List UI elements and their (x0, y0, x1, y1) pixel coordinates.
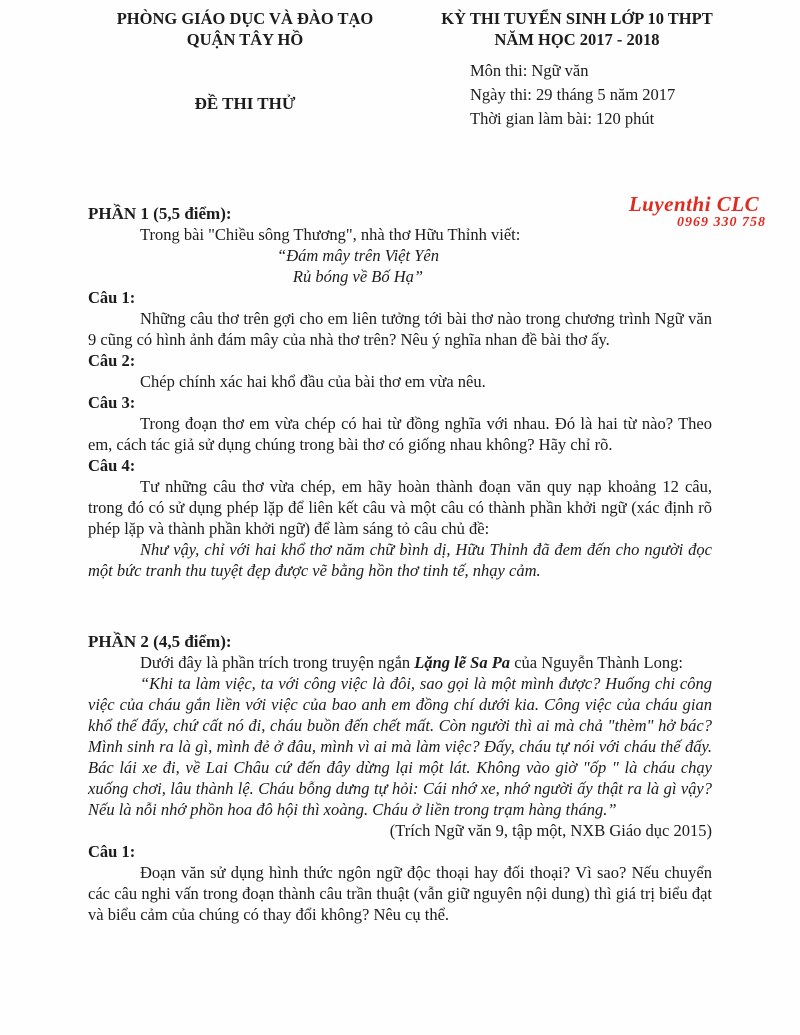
exam-subject: Môn thi: Ngữ văn (470, 61, 589, 80)
part2-intro-prefix: Dưới đây là phần trích trong truyện ngắn (140, 653, 415, 672)
part1-intro: Trong bài "Chiều sông Thương", nhà thơ Hữu Thỉnh viết: (140, 225, 521, 244)
verse-line2: Rủ bóng về Bố Hạ” (292, 267, 424, 286)
verse-line1: “Đám mây trên Việt Yên (277, 246, 439, 265)
part2-intro-suffix: của Nguyễn Thành Long: (510, 653, 683, 672)
part2-question1-label: Câu 1: (88, 842, 136, 861)
issuing-org (95, 8, 395, 50)
part1-question1-text: Những câu thơ trên gợi cho em liên tưởng tới bài thơ nào trong chương trình Ngữ văn 9 cũng có hình ảnh đám mây của nhà thơ trên? Nêu ý nghĩa nhan đề bài thơ ấy. (88, 309, 712, 349)
brand-phone-number: 0969 330 758 (677, 215, 766, 230)
exam-title-line2: NĂM HỌC 2017 - 2018 (494, 30, 660, 49)
exam-title-line1: KỲ THI TUYỂN SINH LỚP 10 THPT (441, 9, 713, 28)
brand-name: Luyenthi CLC (628, 192, 760, 216)
part1-topic-sentence: Như vậy, chỉ với hai khổ thơ năm chữ bình dị, Hữu Thỉnh đã đem đến cho người đọc một bức tranh thu tuyệt đẹp được vẽ bằng hồn thơ tinh tế, nhạy cảm. (88, 540, 712, 580)
part1-question1-label: Câu 1: (88, 288, 136, 307)
quoted-verse (46, 245, 670, 287)
part1-question4-text: Tư những câu thơ vừa chép, em hãy hoàn thành đoạn văn quy nạp khoảng 12 câu, trong đó có sử dụng phép lặp để liên kết câu và một câu có thành phần khởi ngữ (xác định rõ phép lặp và thành phần khởi ngữ) để làm sáng tỏ câu chủ đề: (88, 477, 712, 538)
passage-source: (Trích Ngữ văn 9, tập một, NXB Giáo dục 2015) (389, 821, 712, 840)
story-title: Lặng lẽ Sa Pa (414, 653, 511, 672)
org-line1: PHÒNG GIÁO DỤC VÀ ĐÀO TẠO (116, 9, 374, 28)
exam-info-block (470, 59, 675, 131)
part2-heading: PHẦN 2 (4,5 điểm): (88, 632, 232, 651)
exam-body (88, 203, 712, 925)
org-line2: QUẬN TÂY HỒ (186, 30, 304, 49)
part1-question2-label: Câu 2: (88, 351, 136, 370)
part2-question1-text: Đoạn văn sử dụng hình thức ngôn ngữ độc thoại hay đối thoại? Vì sao? Nếu chuyển các câu nghi vấn trong đoạn thành câu trần thuật (vẫn giữ nguyên nội dung) thì giá trị biểu đạt và biểu cảm của chúng có thay đổi không? Nêu cụ thể. (88, 863, 712, 924)
part1-question3-text: Trong đoạn thơ em vừa chép có hai từ đồng nghĩa với nhau. Đó là hai từ nào? Theo em, cách tác giả sử dụng chúng trong bài thơ có giống nhau không? Hãy chỉ rõ. (88, 414, 712, 454)
quoted-passage: “Khi ta làm việc, ta với công việc là đôi, sao gọi là một mình được? Huống chi công việc của cháu gắn liền với việc của bao anh em đồng chí dưới kia. Công việc của cháu gian khổ thế đấy, chứ cất nó đi, cháu buồn đến chết mất. Còn người thì ai mà chả "thèm" hở bác? Mình sinh ra là gì, mình đẻ ở đâu, mình vì ai mà làm việc? Đấy, cháu tự nói với cháu thế đấy. Bác lái xe đi, về Lai Châu cứ đến đây dừng lại một lát. Không vào giờ "ốp " là cháu chạy xuống chơi, lâu thành lệ. Cháu bỗng dưng tự hỏi: Cái nhớ xe, nhớ người ấy thật ra là gì vậy? Nếu là nỗi nhớ phồn hoa đô hội thì xoàng. Cháu ở liền trong trạm hàng tháng.” (88, 674, 712, 819)
part1-question3-label: Câu 3: (88, 393, 136, 412)
exam-title (412, 8, 742, 50)
part1-heading: PHẦN 1 (5,5 điểm): (88, 204, 232, 223)
exam-date: Ngày thi: 29 tháng 5 năm 2017 (470, 85, 676, 104)
exam-type-label: ĐỀ THI THỬ (194, 94, 296, 113)
part1-question2-text: Chép chính xác hai khổ đầu của bài thơ em vừa nêu. (140, 372, 486, 391)
part2-intro (88, 652, 712, 673)
part1-question4-label: Câu 4: (88, 456, 136, 475)
exam-duration: Thời gian làm bài: 120 phút (470, 109, 655, 128)
